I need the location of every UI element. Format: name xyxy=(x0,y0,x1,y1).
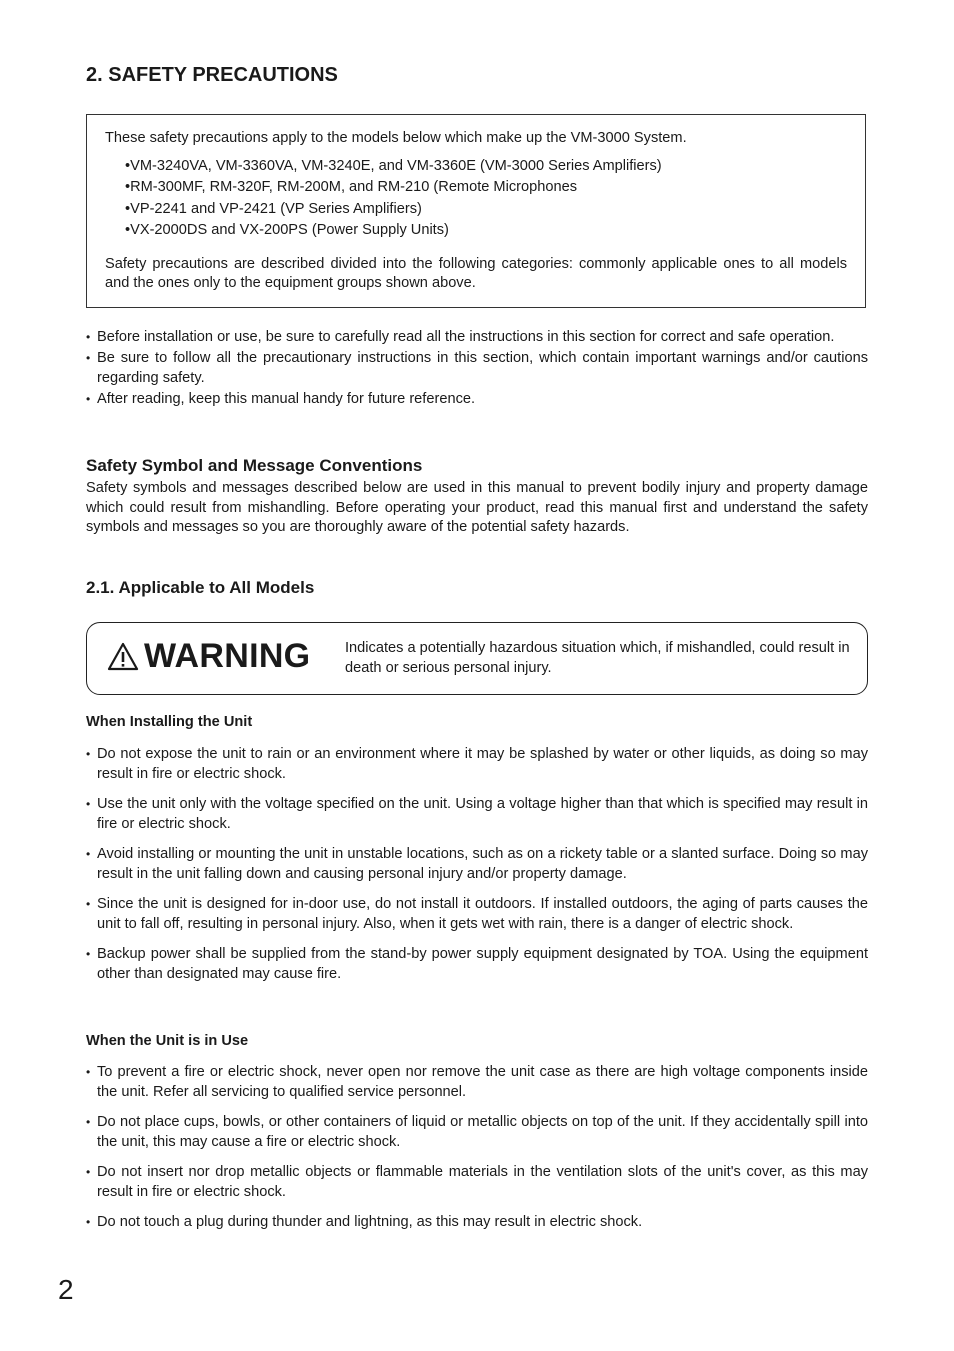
section-heading: 2.1. Applicable to All Models xyxy=(86,578,315,597)
conventions-text: Safety symbols and messages described below are used in this manual to prevent bodily injury and property damage which could result from mishandling. Before operating your product, read this manual first and understand the safety symbols and messages so you are thoroughly aware of the potential safety hazards. xyxy=(86,480,868,535)
model-list-item: • RM-300MF, RM-320F, RM-200M, and RM-210 (Remote Microphones xyxy=(125,178,847,198)
in-use-bullet: • Do not insert nor drop metallic objects or flammable materials in the ventilation slots of the unit's cover, as this may result in fire or electric shock. xyxy=(86,1163,868,1202)
intro-bullet: • After reading, keep this manual handy for future reference. xyxy=(86,390,868,410)
in-use-bullet: • To prevent a fire or electric shock, never open nor remove the unit case as there are high voltage components inside the unit. Refer all servicing to qualified service personnel. xyxy=(86,1063,868,1102)
conventions-heading: Safety Symbol and Message Conventions xyxy=(86,456,423,475)
model-list xyxy=(105,157,847,241)
installing-bullet-list xyxy=(86,745,868,995)
warning-label xyxy=(107,637,310,676)
warning-description: Indicates a potentially hazardous situation which, if mishandled, could result in death or serious personal injury. xyxy=(345,640,850,676)
page-title: 2. SAFETY PRECAUTIONS xyxy=(86,64,338,86)
warning-triangle-icon xyxy=(107,642,139,671)
page-number: 2 xyxy=(58,1274,74,1305)
installing-heading: When Installing the Unit xyxy=(86,714,253,730)
intro-bullet: • Be sure to follow all the precautionary instructions in this section, which contain important warnings and/or cautions regarding safety. xyxy=(86,349,868,388)
installing-bullet: • Use the unit only with the voltage specified on the unit. Using a voltage higher than that which is specified may result in fire or electric shock. xyxy=(86,795,868,834)
installing-bullet: • Since the unit is designed for in-door use, do not install it outdoors. If installed outdoors, the aging of parts causes the unit to fall off, resulting in personal injury. Also, when it gets wet with rain, there is a danger of electric shock. xyxy=(86,895,868,934)
in-use-bullet: • Do not touch a plug during thunder and lightning, as this may result in electric shock. xyxy=(86,1213,868,1233)
in-use-heading: When the Unit is in Use xyxy=(86,1033,249,1049)
scope-note: Safety precautions are described divided into the following categories: commonly applicable ones to all models and the ones only to the equipment groups shown above. xyxy=(105,255,847,291)
warning-box xyxy=(86,622,868,695)
intro-bullet: • Before installation or use, be sure to carefully read all the instructions in this section for correct and safe operation. xyxy=(86,328,868,348)
installing-bullet: • Avoid installing or mounting the unit in unstable locations, such as on a rickety table or a slanted surface. Doing so may result in the unit falling down and causing personal injury and/or property damage. xyxy=(86,845,868,884)
in-use-bullet-list xyxy=(86,1063,868,1244)
installing-bullet: • Backup power shall be supplied from the stand-by power supply equipment designated by TOA. Using the equipment other than designated may cause fire. xyxy=(86,945,868,984)
model-list-item: • VX-2000DS and VX-200PS (Power Supply Units) xyxy=(125,221,847,241)
model-list-item: • VM-3240VA, VM-3360VA, VM-3240E, and VM-3360E (VM-3000 Series Amplifiers) xyxy=(125,157,847,177)
installing-bullet: • Do not expose the unit to rain or an environment where it may be splashed by water or other liquids, as doing so may result in fire or electric shock. xyxy=(86,745,868,784)
scope-intro: These safety precautions apply to the models below which make up the VM-3000 System. xyxy=(105,130,687,146)
in-use-bullet: • Do not place cups, bowls, or other containers of liquid or metallic objects on top of the unit. If they accidentally spill into the unit, this may cause a fire or electric shock. xyxy=(86,1113,868,1152)
applicable-models-box xyxy=(86,114,866,308)
model-list-item: • VP-2241 and VP-2421 (VP Series Amplifiers) xyxy=(125,200,847,220)
intro-bullet-list xyxy=(86,328,868,411)
warning-word: WARNING xyxy=(144,637,311,675)
